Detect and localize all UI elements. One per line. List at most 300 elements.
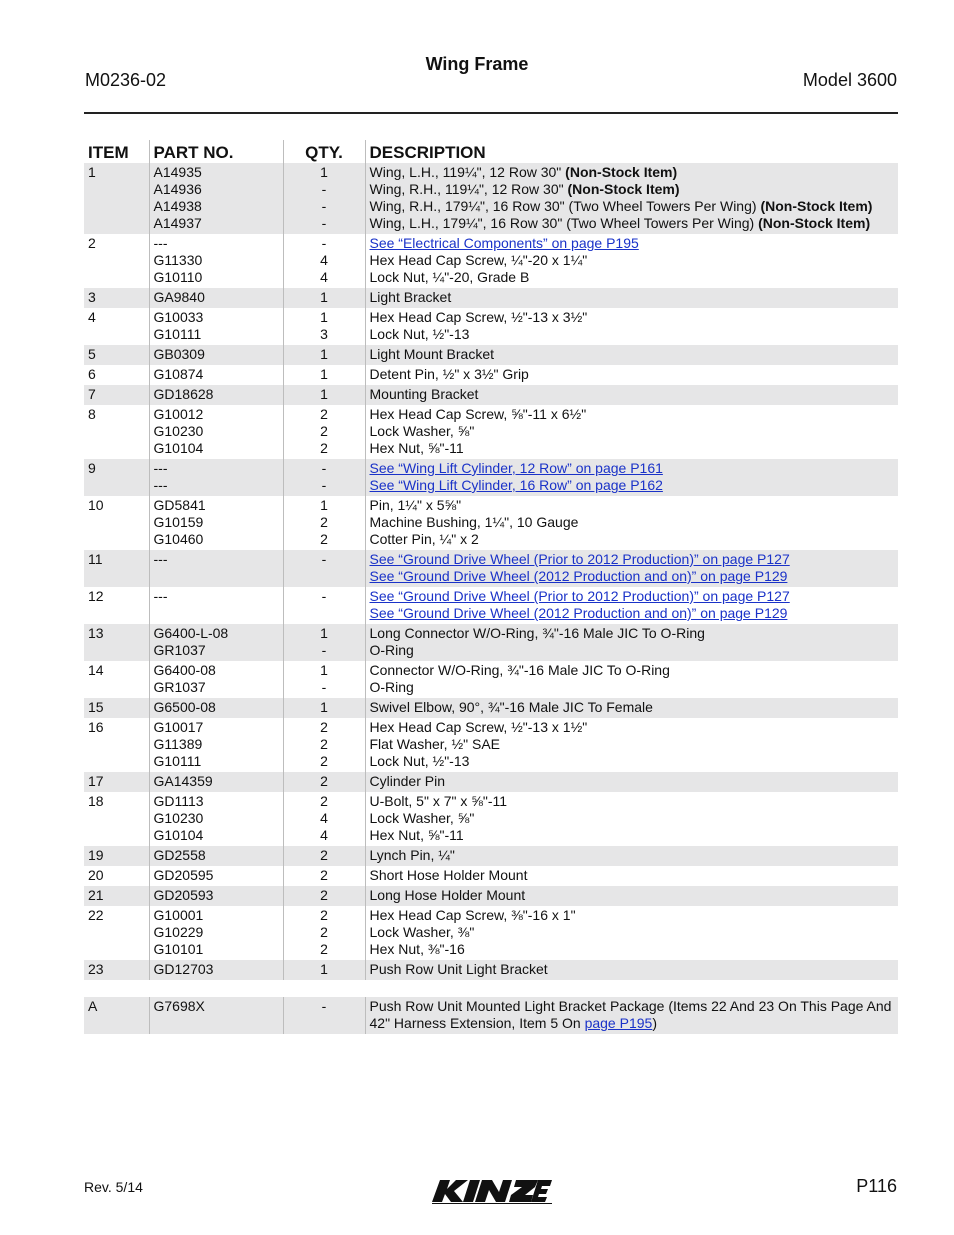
table-row xyxy=(84,906,898,960)
quantity-cell xyxy=(283,496,365,550)
description-line xyxy=(370,887,895,904)
item-number: 8 xyxy=(88,406,96,422)
quantity: 1 xyxy=(320,164,328,180)
part-number-cell xyxy=(149,886,283,906)
part-number: GB0309 xyxy=(153,346,205,362)
quantity: 1 xyxy=(320,346,328,362)
description-text: Connector W/O-Ring, ¾"-16 Male JIC To O-Ring xyxy=(369,662,670,678)
description-text: Lock Washer, ⅝" xyxy=(369,810,475,826)
quantity-cell xyxy=(283,385,365,405)
item-number: 1 xyxy=(88,164,96,180)
description-line xyxy=(370,406,895,423)
quantity: - xyxy=(321,551,327,567)
part-number: G10110 xyxy=(153,269,203,285)
quantity: 2 xyxy=(320,440,328,456)
description-text: Long Hose Holder Mount xyxy=(369,887,526,903)
description-line xyxy=(370,642,895,659)
quantity-cell xyxy=(283,345,365,365)
table-row xyxy=(84,886,898,906)
part-number: GR1037 xyxy=(153,679,206,695)
part-number: G7698X xyxy=(153,998,205,1014)
quantity: - xyxy=(321,477,327,493)
quantity: - xyxy=(321,181,327,197)
description-text: Swivel Elbow, 90°, ¾"-16 Male JIC To Female xyxy=(369,699,653,715)
part-number-cell xyxy=(149,308,283,345)
part-number-cell xyxy=(149,405,283,459)
table-row xyxy=(84,587,898,624)
description-text: Cylinder Pin xyxy=(369,773,445,789)
table-row xyxy=(84,288,898,308)
item-cell xyxy=(84,960,149,980)
cross-reference-link[interactable]: See “Ground Drive Wheel (2012 Production and on)” on page P129 xyxy=(369,605,788,621)
quantity: 1 xyxy=(320,961,328,977)
item-number: 11 xyxy=(88,551,103,567)
cross-reference-link[interactable]: See “Electrical Components” on page P195 xyxy=(369,235,639,251)
page-title: Wing Frame xyxy=(425,54,529,74)
item-cell xyxy=(84,886,149,906)
item-number: 10 xyxy=(88,497,104,513)
quantity: 1 xyxy=(320,366,328,382)
stock-note: (Non-Stock Item) xyxy=(758,215,871,231)
description-text: Light Bracket xyxy=(369,289,452,305)
description-line xyxy=(370,198,895,215)
item-cell xyxy=(84,718,149,772)
stock-note: (Non-Stock Item) xyxy=(565,164,678,180)
quantity: 3 xyxy=(320,326,328,342)
description-cell xyxy=(365,866,898,886)
item-cell xyxy=(84,385,149,405)
quantity: 2 xyxy=(320,531,328,547)
item-cell xyxy=(84,698,149,718)
item-cell xyxy=(84,459,149,496)
item-cell xyxy=(84,405,149,459)
description-text: Wing, L.H., 179¼", 16 Row 30" (Two Wheel Towers Per Wing) xyxy=(369,215,759,231)
part-number: GR1037 xyxy=(153,642,206,658)
quantity-cell xyxy=(283,792,365,846)
description-text: Mounting Bracket xyxy=(369,386,479,402)
quantity: 2 xyxy=(320,941,328,957)
part-number-cell xyxy=(149,624,283,661)
quantity: 2 xyxy=(320,423,328,439)
part-number: GD2558 xyxy=(153,847,206,863)
table-row xyxy=(84,772,898,792)
description-cell xyxy=(365,459,898,496)
description-line xyxy=(370,551,895,568)
description-text: Pin, 1¼" x 5⅝" xyxy=(369,497,462,513)
cross-reference-link[interactable]: page P195 xyxy=(584,1015,653,1031)
item-cell xyxy=(84,866,149,886)
stock-note: (Non-Stock Item) xyxy=(760,198,873,214)
description-text: Short Hose Holder Mount xyxy=(369,867,528,883)
quantity xyxy=(288,605,361,622)
part-number: --- xyxy=(153,588,168,604)
description-line xyxy=(370,386,895,403)
quantity: 2 xyxy=(320,753,328,769)
part-number-cell xyxy=(149,234,283,288)
quantity-cell xyxy=(283,365,365,385)
stock-note: (Non-Stock Item) xyxy=(567,181,680,197)
kinze-logo xyxy=(432,1178,552,1204)
quantity: 4 xyxy=(320,827,328,843)
part-number: GA14359 xyxy=(153,773,213,789)
part-number: A14938 xyxy=(153,198,202,214)
part-number: GD20593 xyxy=(153,887,214,903)
description-cell xyxy=(365,846,898,866)
quantity: 2 xyxy=(320,406,328,422)
quantity-cell xyxy=(283,587,365,624)
part-number: G10230 xyxy=(153,810,204,826)
description-line xyxy=(370,847,895,864)
description-text: Light Mount Bracket xyxy=(369,346,495,362)
description-cell xyxy=(365,234,898,288)
item-number: A xyxy=(88,998,98,1014)
part-number-cell xyxy=(149,792,283,846)
description-cell xyxy=(365,587,898,624)
part-number: G10001 xyxy=(153,907,204,923)
quantity-cell xyxy=(283,308,365,345)
description-line xyxy=(370,269,895,286)
item-cell xyxy=(84,661,149,698)
part-number: G10159 xyxy=(153,514,204,530)
description-text: Push Row Unit Light Bracket xyxy=(369,961,548,977)
quantity: 2 xyxy=(320,773,328,789)
item-cell xyxy=(84,624,149,661)
description-line xyxy=(370,810,895,827)
item-cell xyxy=(84,345,149,365)
description-line xyxy=(370,568,895,585)
item-number: 5 xyxy=(88,346,96,362)
table-row xyxy=(84,234,898,288)
part-number: --- xyxy=(153,460,168,476)
quantity: 2 xyxy=(320,924,328,940)
description-text: Long Connector W/O-Ring, ¾"-16 Male JIC To O-Ring xyxy=(369,625,705,641)
description-line xyxy=(370,998,895,1032)
description-text: Push Row Unit Mounted Light Bracket Package (Items 22 And 23 On This Page And 42" Harness Extension, Item 5 On xyxy=(369,998,892,1031)
description-cell xyxy=(365,496,898,550)
item-cell xyxy=(84,906,149,960)
part-number: --- xyxy=(153,235,168,251)
cross-reference-link[interactable]: See “Ground Drive Wheel (Prior to 2012 Production)” on page P127 xyxy=(369,551,790,567)
quantity-cell xyxy=(283,997,365,1034)
description-text: Wing, R.H., 119¼", 12 Row 30" xyxy=(369,181,568,197)
description-line xyxy=(370,423,895,440)
description-cell xyxy=(365,698,898,718)
revision-label: Rev. 5/14 xyxy=(84,1179,143,1195)
parts-table-body xyxy=(84,163,898,1034)
description-line xyxy=(370,907,895,924)
part-number: GD5841 xyxy=(153,497,206,513)
quantity: 4 xyxy=(320,810,328,826)
part-number-cell xyxy=(149,385,283,405)
description-text: O-Ring xyxy=(369,642,414,658)
description-line xyxy=(370,366,895,383)
description-text: Cotter Pin, ¼" x 2 xyxy=(369,531,479,547)
part-number-cell xyxy=(149,550,283,587)
item-cell xyxy=(84,288,149,308)
model-label: Model 3600 xyxy=(802,70,897,90)
description-text: ) xyxy=(652,1015,657,1031)
part-number: GD18628 xyxy=(153,386,214,402)
description-line xyxy=(370,346,895,363)
quantity-cell xyxy=(283,866,365,886)
column-header-description: DESCRIPTION xyxy=(365,140,898,163)
part-number-cell xyxy=(149,365,283,385)
quantity: - xyxy=(321,679,327,695)
description-cell xyxy=(365,624,898,661)
description-line xyxy=(370,924,895,941)
part-number-cell xyxy=(149,997,283,1034)
part-number-cell xyxy=(149,345,283,365)
table-row xyxy=(84,405,898,459)
description-cell xyxy=(365,163,898,234)
table-spacer-row xyxy=(84,980,898,997)
description-text: Flat Washer, ½" SAE xyxy=(369,736,500,752)
quantity-cell xyxy=(283,288,365,308)
part-number: GA9840 xyxy=(153,289,205,305)
quantity: 1 xyxy=(320,309,328,325)
quantity: 1 xyxy=(320,289,328,305)
quantity: 2 xyxy=(320,514,328,530)
description-line xyxy=(370,719,895,736)
description-text: Wing, R.H., 179¼", 16 Row 30" (Two Wheel Towers Per Wing) xyxy=(369,198,761,214)
quantity: 1 xyxy=(320,386,328,402)
part-number-cell xyxy=(149,661,283,698)
table-row xyxy=(84,496,898,550)
table-row xyxy=(84,718,898,772)
table-header-row xyxy=(84,140,898,163)
table-row xyxy=(84,792,898,846)
quantity: 2 xyxy=(320,847,328,863)
item-number: 18 xyxy=(88,793,104,809)
description-cell xyxy=(365,365,898,385)
description-cell xyxy=(365,345,898,365)
part-number: G11330 xyxy=(153,252,203,268)
description-line xyxy=(370,588,895,605)
part-number-cell xyxy=(149,772,283,792)
part-number: G10033 xyxy=(153,309,204,325)
header-divider xyxy=(84,112,898,114)
quantity: 2 xyxy=(320,736,328,752)
description-line xyxy=(370,181,895,198)
table-row xyxy=(84,459,898,496)
cross-reference-link[interactable]: See “Ground Drive Wheel (2012 Production and on)” on page P129 xyxy=(369,568,788,584)
part-number-cell xyxy=(149,698,283,718)
description-text: Hex Head Cap Screw, ⅜"-16 x 1" xyxy=(369,907,576,923)
part-number-cell xyxy=(149,459,283,496)
description-cell xyxy=(365,405,898,459)
description-line xyxy=(370,753,895,770)
table-row xyxy=(84,846,898,866)
item-number: 13 xyxy=(88,625,104,641)
quantity-cell xyxy=(283,459,365,496)
item-number: 6 xyxy=(88,366,96,382)
part-number: GD1113 xyxy=(153,793,204,809)
item-cell xyxy=(84,997,149,1034)
part-number: G10104 xyxy=(153,827,204,843)
description-text: Lock Nut, ½"-13 xyxy=(369,326,470,342)
table-row xyxy=(84,163,898,234)
part-number: G10874 xyxy=(153,366,204,382)
quantity-cell xyxy=(283,550,365,587)
part-number: GD20595 xyxy=(153,867,214,883)
description-line xyxy=(370,440,895,457)
part-number: G10111 xyxy=(153,326,202,342)
quantity-cell xyxy=(283,624,365,661)
item-cell xyxy=(84,587,149,624)
quantity: - xyxy=(321,642,327,658)
quantity: 2 xyxy=(320,793,328,809)
description-line xyxy=(370,867,895,884)
parts-table xyxy=(84,140,898,1034)
part-number: A14937 xyxy=(153,215,202,231)
quantity: 1 xyxy=(320,625,328,641)
quantity-cell xyxy=(283,234,365,288)
item-cell xyxy=(84,163,149,234)
part-number: GD12703 xyxy=(153,961,214,977)
quantity-cell xyxy=(283,960,365,980)
item-number: 2 xyxy=(88,235,96,251)
quantity-cell xyxy=(283,698,365,718)
quantity: 1 xyxy=(320,497,328,513)
part-number: --- xyxy=(153,477,168,493)
description-cell xyxy=(365,718,898,772)
cross-reference-link[interactable]: See “Ground Drive Wheel (Prior to 2012 Production)” on page P127 xyxy=(369,588,790,604)
description-cell xyxy=(365,792,898,846)
table-row xyxy=(84,345,898,365)
description-line xyxy=(370,514,895,531)
item-cell xyxy=(84,496,149,550)
part-number: G10104 xyxy=(153,440,204,456)
description-line xyxy=(370,961,895,978)
quantity: 2 xyxy=(320,719,328,735)
item-cell xyxy=(84,772,149,792)
description-text: Lock Nut, ½"-13 xyxy=(369,753,470,769)
description-line xyxy=(370,793,895,810)
part-number-cell xyxy=(149,587,283,624)
description-line xyxy=(370,605,895,622)
item-number: 7 xyxy=(88,386,96,402)
table-row xyxy=(84,550,898,587)
item-cell xyxy=(84,234,149,288)
part-number-cell xyxy=(149,906,283,960)
table-row xyxy=(84,661,898,698)
item-cell xyxy=(84,365,149,385)
table-row xyxy=(84,385,898,405)
cross-reference-link[interactable]: See “Wing Lift Cylinder, 12 Row” on page P161 xyxy=(369,460,663,476)
quantity: 4 xyxy=(320,269,328,285)
item-number: 9 xyxy=(88,460,96,476)
quantity xyxy=(288,568,361,585)
description-line xyxy=(370,662,895,679)
part-number: G10111 xyxy=(153,753,202,769)
item-cell xyxy=(84,550,149,587)
cross-reference-link[interactable]: See “Wing Lift Cylinder, 16 Row” on page P162 xyxy=(369,477,663,493)
description-cell xyxy=(365,906,898,960)
part-number: A14936 xyxy=(153,181,202,197)
item-number: 15 xyxy=(88,699,104,715)
description-cell xyxy=(365,308,898,345)
description-line xyxy=(370,679,895,696)
quantity: 2 xyxy=(320,907,328,923)
description-cell xyxy=(365,661,898,698)
description-line xyxy=(370,827,895,844)
quantity-cell xyxy=(283,772,365,792)
table-row xyxy=(84,624,898,661)
description-text: Detent Pin, ½" x 3½" Grip xyxy=(369,366,529,382)
description-line xyxy=(370,941,895,958)
item-cell xyxy=(84,308,149,345)
description-text: Hex Nut, ⅝"-11 xyxy=(369,440,464,456)
description-line xyxy=(370,164,895,181)
part-number xyxy=(154,605,279,622)
description-line xyxy=(370,252,895,269)
part-number-cell xyxy=(149,288,283,308)
item-number: 14 xyxy=(88,662,104,678)
quantity-cell xyxy=(283,163,365,234)
description-line xyxy=(370,773,895,790)
quantity-cell xyxy=(283,886,365,906)
description-line xyxy=(370,289,895,306)
quantity-cell xyxy=(283,405,365,459)
quantity: 2 xyxy=(320,867,328,883)
quantity: - xyxy=(321,235,327,251)
table-row xyxy=(84,365,898,385)
description-text: Hex Head Cap Screw, ½"-13 x 3½" xyxy=(369,309,588,325)
part-number: G11389 xyxy=(153,736,203,752)
part-number: G10012 xyxy=(153,406,204,422)
table-row xyxy=(84,698,898,718)
description-text: Hex Nut, ⅝"-11 xyxy=(369,827,464,843)
part-number: A14935 xyxy=(153,164,202,180)
part-number-cell xyxy=(149,718,283,772)
description-text: Hex Head Cap Screw, ¼"-20 x 1¼" xyxy=(369,252,588,268)
description-line xyxy=(370,531,895,548)
column-header-part-no: PART NO. xyxy=(149,140,283,163)
description-line xyxy=(370,625,895,642)
description-line xyxy=(370,736,895,753)
page-number: P116 xyxy=(856,1176,897,1196)
part-number-cell xyxy=(149,866,283,886)
description-line xyxy=(370,309,895,326)
part-number: G10101 xyxy=(153,941,204,957)
description-line xyxy=(370,326,895,343)
description-cell xyxy=(365,997,898,1034)
table-row xyxy=(84,308,898,345)
description-text: Hex Head Cap Screw, ½"-13 x 1½" xyxy=(369,719,588,735)
part-number: G6400-08 xyxy=(153,662,216,678)
description-text: O-Ring xyxy=(369,679,414,695)
quantity: - xyxy=(321,215,327,231)
description-line xyxy=(370,699,895,716)
description-cell xyxy=(365,960,898,980)
table-row xyxy=(84,866,898,886)
quantity: 1 xyxy=(320,662,328,678)
quantity: - xyxy=(321,198,327,214)
document-number: M0236-02 xyxy=(85,70,167,90)
part-number: G10460 xyxy=(153,531,204,547)
part-number: G6500-08 xyxy=(153,699,216,715)
part-number: G6400-L-08 xyxy=(153,625,229,641)
quantity: 2 xyxy=(320,887,328,903)
item-number: 20 xyxy=(88,867,104,883)
part-number: G10230 xyxy=(153,423,204,439)
item-number: 17 xyxy=(88,773,104,789)
part-number-cell xyxy=(149,960,283,980)
spacer-cell xyxy=(84,980,898,997)
description-text: Wing, L.H., 119¼", 12 Row 30" xyxy=(369,164,566,180)
quantity-cell xyxy=(283,718,365,772)
description-line xyxy=(370,460,895,477)
